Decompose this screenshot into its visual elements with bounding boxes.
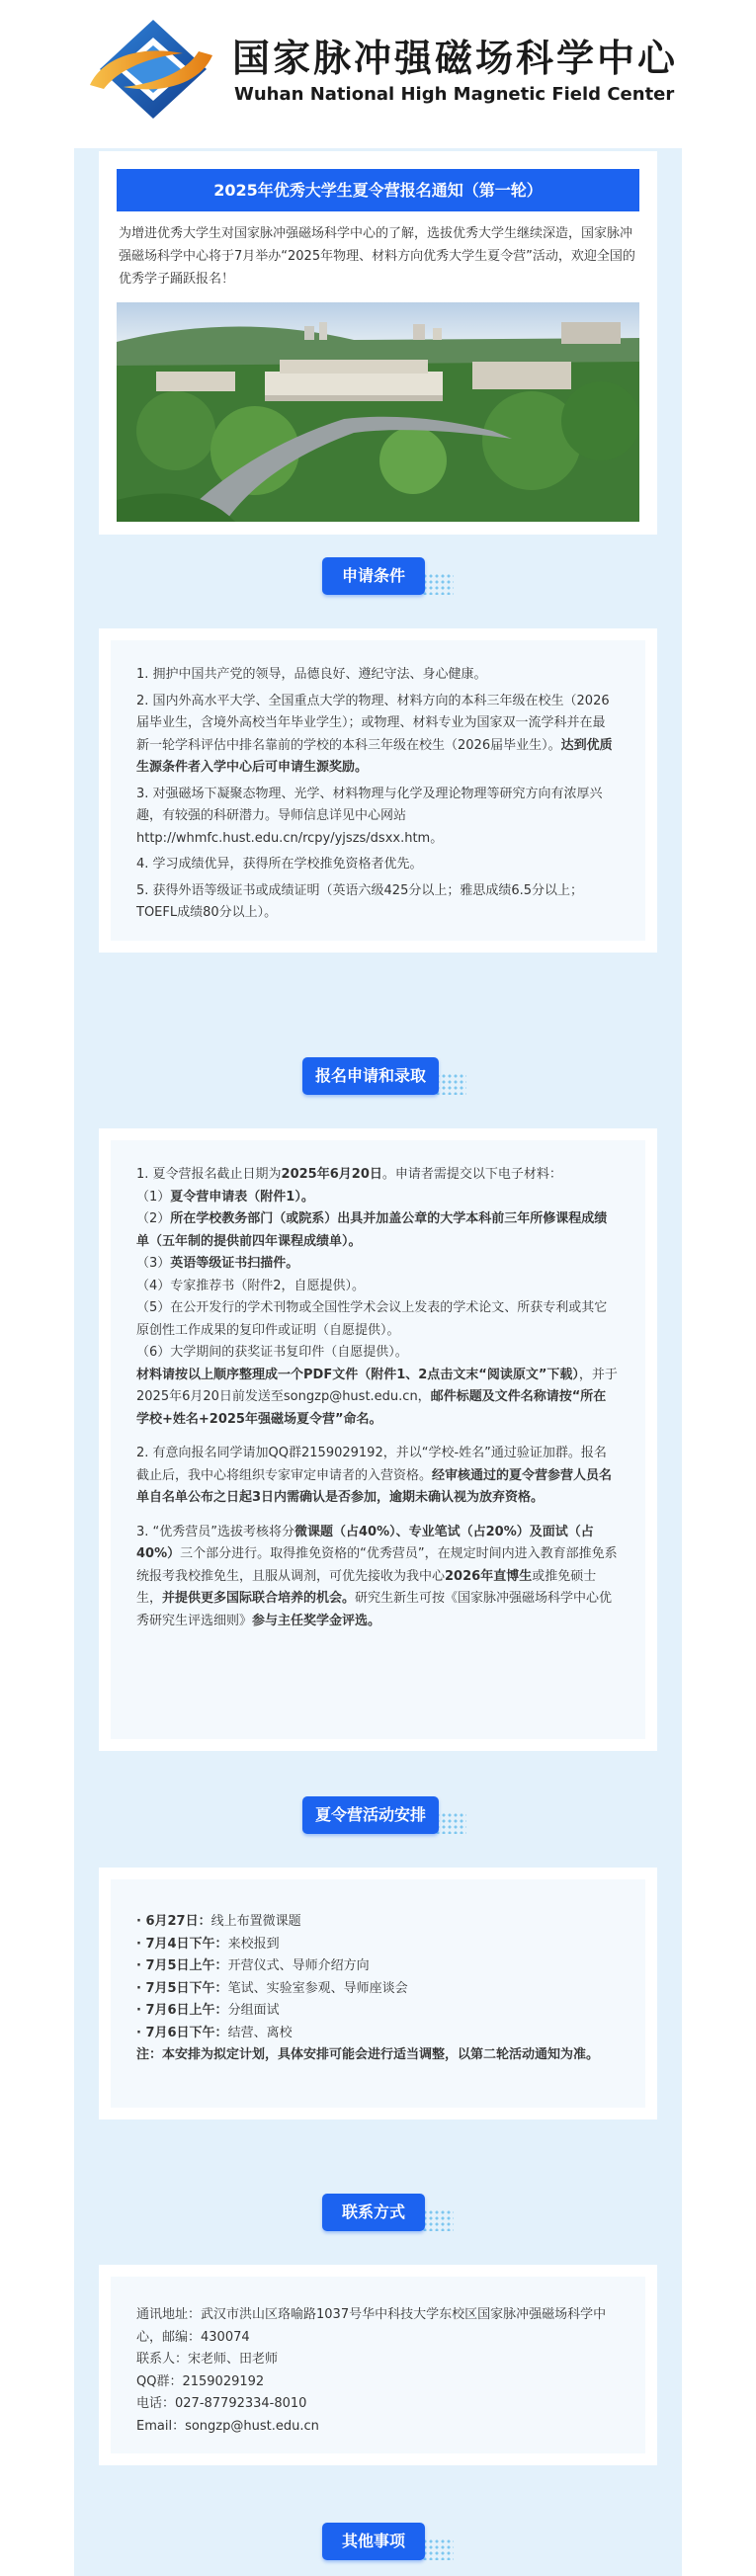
contact-list xyxy=(136,2304,618,2438)
article-panel xyxy=(74,148,682,2576)
apply-paragraph-1: 1. 夏令营报名截止日期为2025年6月20日。申请者需提交以下电子材料： xyxy=(136,1167,562,1182)
schedule-item: · 7月6日上午：分组面试 xyxy=(136,2003,280,2018)
schedule-item: · 7月6日下午：结营、离校 xyxy=(136,2025,293,2040)
contact-address: 通讯地址：武汉市洪山区珞喻路1037号华中科技大学东校区国家脉冲强磁场科学中心，邮编：430074 xyxy=(136,2307,607,2345)
condition-item: 1. 拥护中国共产党的领导，品德良好、遵纪守法、身心健康。 xyxy=(136,667,487,682)
apply-paragraph-3: 3. “优秀营员”选拔考核将分微课题（占40%）、专业笔试（占20%）及面试（占40%）三个部分进行。取得推免资格的“优秀营员”，在规定时间内进入教育部推免系统报考我校推免生，且服从调剂，可优先接收为我中心2026年直博生或推免硕士生，并提供更多国际联合培养的机会。研究生新生可按《国家脉冲强磁场科学中心优秀研究生评选细则》参与主任奖学金评选。 xyxy=(136,1524,618,1628)
site-header xyxy=(0,0,756,148)
contact-phone: 电话：027-87792334-8010 xyxy=(136,2396,307,2411)
apply-content xyxy=(136,1164,618,1632)
notice-intro: 为增进优秀大学生对国家脉冲强磁场科学中心的了解，选拔优秀大学生继续深造，国家脉冲强磁场科学中心将于7月举办“2025年物理、材料方向优秀大学生夏令营”活动，欢迎全国的优秀学子踊跃报名！ xyxy=(119,226,635,287)
other-heading-label: 其他事项 xyxy=(322,2523,425,2560)
material-item: （6）大学期间的获奖证书复印件（自愿提供）。 xyxy=(136,1345,408,1360)
schedule-card xyxy=(99,1868,657,2119)
conditions-list xyxy=(136,664,618,925)
schedule-heading-label: 夏令营活动安排 xyxy=(302,1796,439,1834)
condition-item: 2. 国内外高水平大学、全国重点大学的物理、材料方向的本科三年级在校生（2026届毕业生，含境外高校当年毕业学生）；或物理、材料专业为国家双一流学科并在最新一轮学科评估中排名靠前的学校的本科三年级在校生（2026届毕业生）。达到优质生源条件者入学中心后可申请生源奖励。 xyxy=(136,693,613,775)
org-name-en: Wuhan National High Magnetic Field Center xyxy=(234,84,675,105)
condition-item: 3. 对强磁场下凝聚态物理、光学、材料物理与化学及理论物理等研究方向有浓厚兴趣，有较强的科研潜力。导师信息详见中心网站http://whmfc.hust.edu.cn/rcpy/yjszs/dsxx.htm。 xyxy=(136,786,603,846)
section-other-heading xyxy=(322,2523,437,2566)
schedule-note: 注：本安排为拟定计划，具体安排可能会进行适当调整，以第二轮活动通知为准。 xyxy=(136,2047,600,2062)
contact-heading-label: 联系方式 xyxy=(322,2194,425,2231)
org-name-cn: 国家脉冲强磁场科学中心 xyxy=(232,37,679,80)
schedule-item: · 7月5日下午：笔试、实验室参观、导师座谈会 xyxy=(136,1980,408,1996)
condition-item: 4. 学习成绩优异，获得所在学校推免资格者优先。 xyxy=(136,857,423,872)
notice-title: 2025年优秀大学生夏令营报名通知（第一轮） xyxy=(117,169,639,211)
contact-email: Email：songzp@hust.edu.cn xyxy=(136,2418,319,2434)
schedule-item: · 7月4日下午：来校报到 xyxy=(136,1936,280,1952)
logo-icon xyxy=(84,16,217,125)
schedule-list xyxy=(136,1911,618,2067)
apply-heading-label: 报名申请和录取 xyxy=(302,1057,439,1095)
material-item: （4）专家推荐书（附件2，自愿提供）。 xyxy=(136,1278,366,1293)
campus-aerial-photo xyxy=(117,302,639,522)
condition-item: 5. 获得外语等级证书或成绩证明（英语六级425分以上；雅思成绩6.5分以上；TOEFL成绩80分以上）。 xyxy=(136,882,584,920)
notice-card xyxy=(99,151,657,535)
apply-paragraph-2: 2. 有意向报名同学请加QQ群2159029192，并以“学校-姓名”通过验证加群。报名截止后，我中心将组织专家审定申请者的入营资格。经审核通过的夏令营参营人员名单自名单公布之日起3日内需确认是否参加，逾期未确认视为放弃资格。 xyxy=(136,1446,613,1505)
section-contact-heading xyxy=(322,2194,437,2237)
contact-card xyxy=(99,2265,657,2465)
section-conditions-heading xyxy=(322,557,437,601)
schedule-item: · 7月5日上午：开营仪式、导师介绍方向 xyxy=(136,1958,370,1973)
section-schedule-heading xyxy=(302,1796,451,1840)
contact-qq-group: QQ群：2159029192 xyxy=(136,2373,265,2389)
conditions-heading-label: 申请条件 xyxy=(322,557,425,595)
material-item: （2）所在学校教务部门（或院系）出具并加盖公章的大学本科前三年所修课程成绩单（五年制的提供前四年课程成绩单）。 xyxy=(136,1211,608,1249)
contact-person: 联系人：宋老师、田老师 xyxy=(136,2352,279,2367)
apply-card xyxy=(99,1128,657,1751)
conditions-card xyxy=(99,628,657,953)
material-item: （3）英语等级证书扫描件。 xyxy=(136,1256,299,1271)
material-item: （5）在公开发行的学术刊物或全国性学术会议上发表的学术论文、所获专利或其它原创性工作成果的复印件或证明（自愿提供）。 xyxy=(136,1300,608,1338)
submit-instruction: 材料请按以上顺序整理成一个PDF文件（附件1、2点击文末“阅读原文”下载），并于2025年6月20日前发送至songzp@hust.edu.cn，邮件标题及文件名称请按“所在学校+姓名+2025年强磁场夏令营”命名。 xyxy=(136,1367,618,1427)
schedule-item: · 6月27日：线上布置微课题 xyxy=(136,1914,301,1929)
section-apply-heading xyxy=(302,1057,451,1101)
material-item: （1）夏令营申请表（附件1）。 xyxy=(136,1189,314,1205)
